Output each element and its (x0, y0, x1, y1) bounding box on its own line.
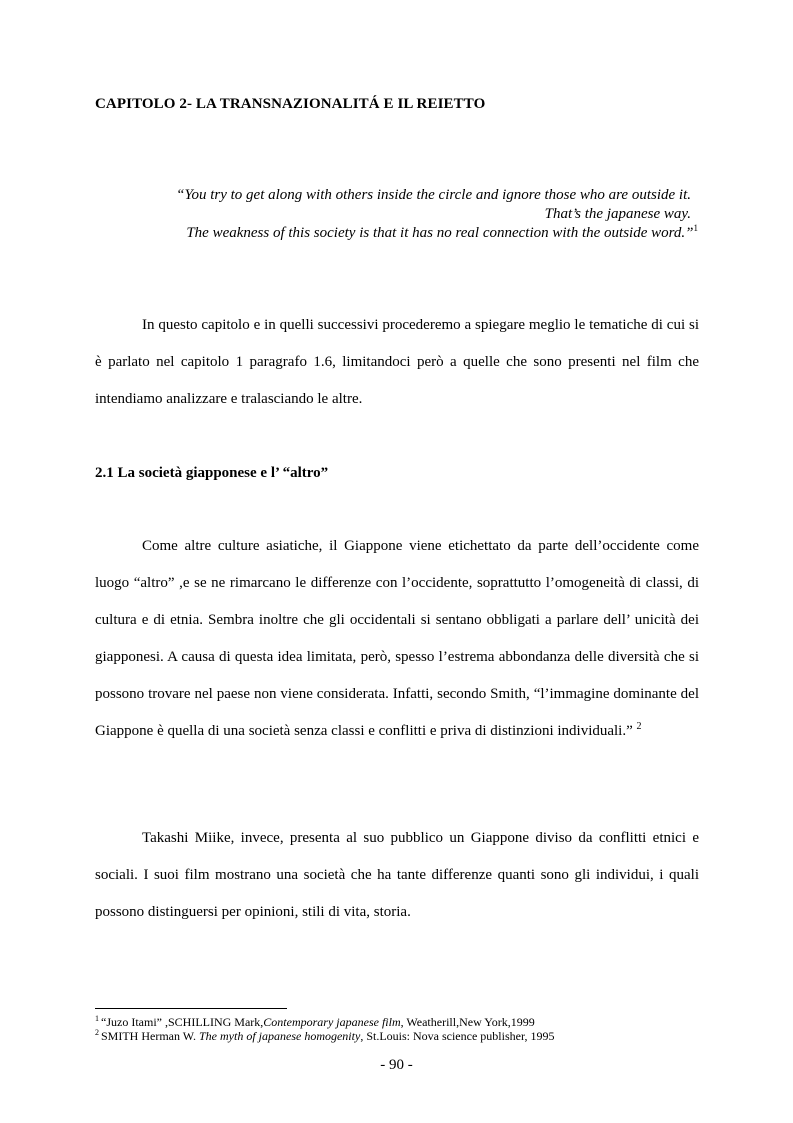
footnote-separator (95, 1008, 287, 1009)
footnote-2-number: 2 (95, 1028, 99, 1037)
epigraph-line-3-text: The weakness of this society is that it has no real connection with the outside word.” (186, 225, 694, 241)
body-paragraph-3 (95, 820, 699, 931)
paragraph-1-text: In questo capitolo e in quelli successivi procederemo a spiegare meglio le tematiche di cui si è parlato nel capitolo 1 paragrafo 1.6, limitandoci però a quelle che sono presenti nel film che intendiamo analizzare e tralasciando le altre. (95, 317, 699, 407)
footnote-1-title: Contemporary japanese film (263, 1015, 401, 1029)
paragraph-2-text: Come altre culture asiatiche, il Giappone viene etichettato da parte dell’occidente come luogo “altro” ,e se ne rimarcano le differenze con l’occidente, soprattutto l’omogeneità di classi, di cultura e di etnia. Sembra inoltre che gli occidentali si sentano obbligati a parlare dell’ unicità dei giapponesi. A causa di questa idea limitata, però, spesso l’estrema abbondanza delle diversità che si possono trovare nel paese non viene considerata. Infatti, secondo Smith, “l’immagine dominante del Giappone è quella di una società senza classi e conflitti e priva di distinzioni individuali.” (95, 538, 699, 739)
footnote-1-post: , Weatherill,New York,1999 (400, 1015, 535, 1029)
body-paragraph-2 (95, 528, 699, 750)
footnote-1-number: 1 (95, 1014, 99, 1023)
body-paragraph-1 (95, 307, 699, 418)
chapter-title: CAPITOLO 2- LA TRANSNAZIONALITÁ E IL REIETTO (95, 96, 486, 112)
paragraph-3-text: Takashi Miike, invece, presenta al suo pubblico un Giappone diviso da conflitti etnici e sociali. I suoi film mostrano una società che ha tante differenze quanti sono gli individui, i quali possono distinguersi per opinioni, stili di vita, storia. (95, 830, 699, 920)
epigraph-line-3 (100, 224, 698, 243)
footnote-2-title: The myth of japanese homogenity (199, 1029, 361, 1043)
footnote-2-pre: SMITH Herman W. (101, 1029, 199, 1043)
epigraph-line-2: That’s the japanese way. (544, 206, 691, 222)
epigraph-quote (100, 186, 698, 243)
footnote-ref-2: 2 (636, 721, 642, 732)
footnote-2-post: , St.Louis: Nova science publisher, 1995 (360, 1029, 555, 1043)
footnotes (95, 1015, 715, 1043)
page-number: - 90 - (380, 1057, 413, 1073)
footnote-ref-1: 1 (693, 223, 698, 233)
footnote-2 (95, 1029, 715, 1043)
epigraph-line-1: “You try to get along with others inside the circle and ignore those who are outside it. (176, 187, 691, 203)
footnote-1-pre: “Juzo Itami” ,SCHILLING Mark, (101, 1015, 264, 1029)
footnote-1 (95, 1015, 715, 1029)
section-heading: 2.1 La società giapponese e l’ “altro” (95, 465, 329, 481)
